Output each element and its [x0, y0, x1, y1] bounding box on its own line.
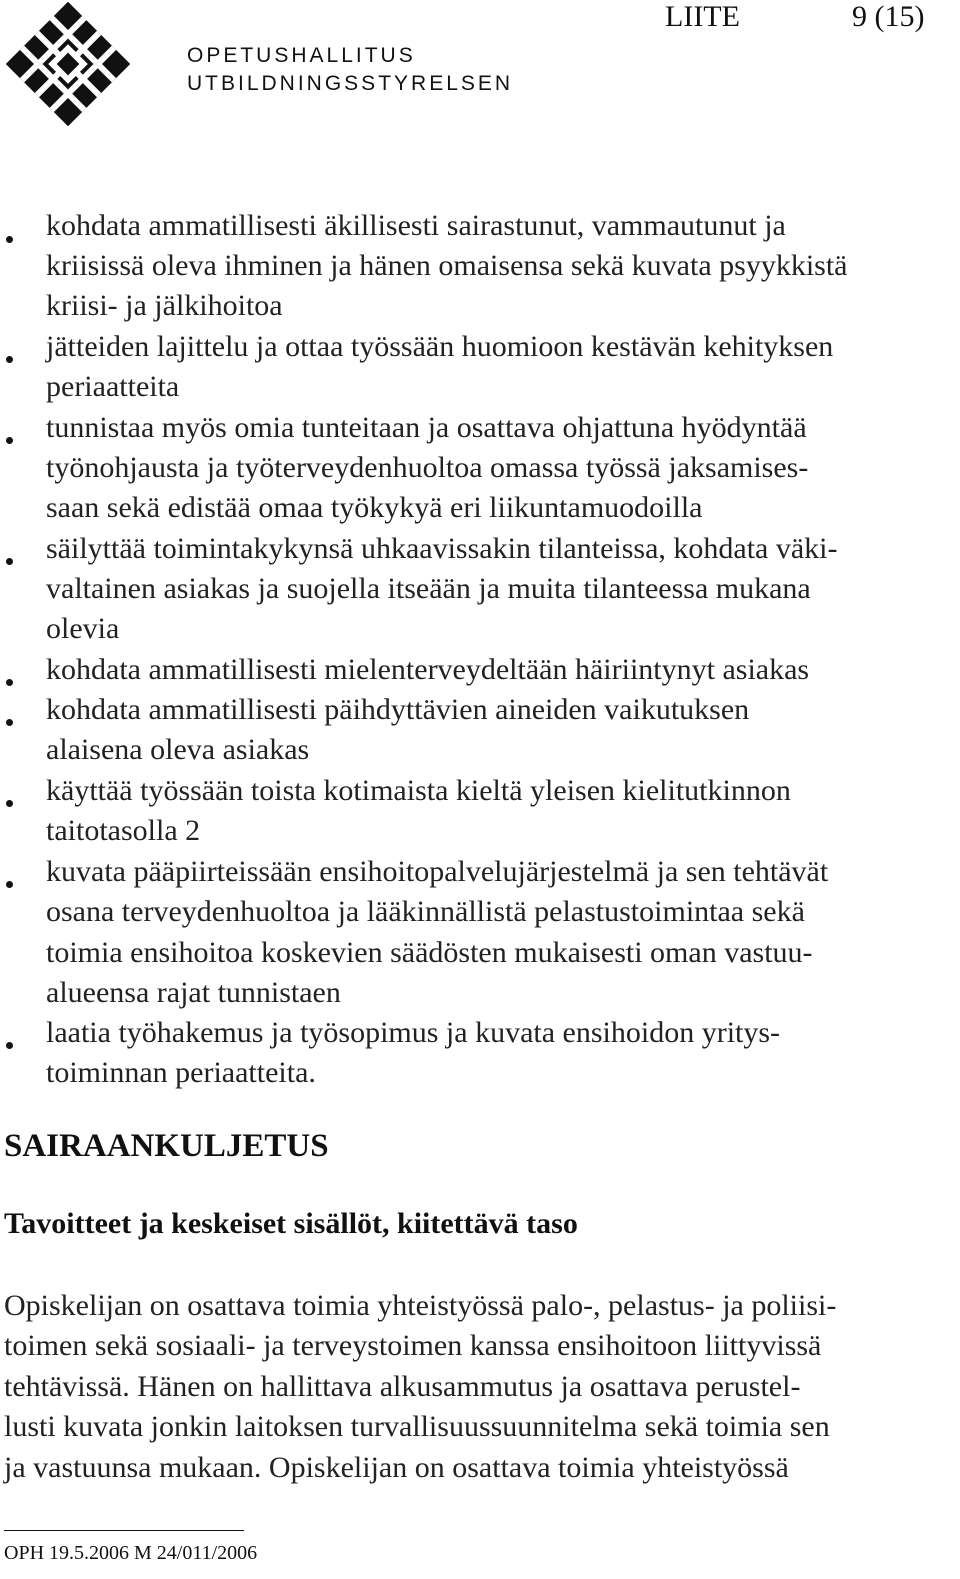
section-subtitle: Tavoitteet ja keskeiset sisällöt, kiitettävä taso: [4, 1207, 578, 1240]
paragraph-line: toimen sekä sosiaali- ja terveystoimen kanssa ensihoitoon liittyvissä: [4, 1329, 822, 1362]
list-item-line: kohdata ammatillisesti päihdyttävien aineiden vaikutuksen: [46, 693, 750, 726]
bullet-icon: [6, 881, 13, 888]
paragraph-line: ja vastuunsa mukaan. Opiskelijan on osattava toimia yhteistyössä: [4, 1451, 789, 1484]
list-item-line: jätteiden lajittelu ja ottaa työssään huomioon kestävän kehityksen: [46, 330, 834, 363]
footer-reference: OPH 19.5.2006 M 24/011/2006: [4, 1542, 258, 1564]
paragraph-line: lusti kuvata jonkin laitoksen turvallisuussuunnitelma sekä toimia sen: [4, 1410, 830, 1443]
list-item-line: laatia työhakemus ja työsopimus ja kuvata ensihoidon yritys-: [46, 1016, 781, 1049]
opetushallitus-logo: [4, 0, 132, 128]
bullet-icon: [6, 679, 13, 686]
bullet-icon: [6, 800, 13, 807]
list-item-line: tunnistaa myös omia tunteitaan ja osattava ohjattuna hyödyntää: [46, 411, 807, 444]
bullet-icon: [6, 356, 13, 363]
list-item-line: taitotasolla 2: [46, 814, 201, 847]
appendix-label: LIITE: [665, 0, 740, 33]
list-item-line: kriisi- ja jälkihoitoa: [46, 289, 283, 322]
list-item-line: valtainen asiakas ja suojella itseään ja muita tilanteessa mukana: [46, 572, 811, 605]
bullet-icon: [6, 437, 13, 444]
paragraph-line: tehtävissä. Hänen on hallittava alkusammutus ja osattava perustel-: [4, 1370, 801, 1403]
list-item-line: säilyttää toimintakykynsä uhkaavissakin tilanteissa, kohdata väki-: [46, 532, 838, 565]
list-item-line: kohdata ammatillisesti mielenterveydeltään häiriintynyt asiakas: [46, 653, 810, 686]
list-item-line: periaatteita: [46, 370, 180, 403]
list-item-line: kohdata ammatillisesti äkillisesti sairastunut, vammautunut ja: [46, 209, 786, 242]
section-title: SAIRAANKULJETUS: [4, 1128, 329, 1164]
bullet-icon: [6, 719, 13, 726]
list-item-line: kriisissä oleva ihminen ja hänen omaisensa sekä kuvata psyykkistä: [46, 249, 848, 282]
list-item-line: työnohjausta ja työterveydenhuoltoa omassa työssä jaksamises-: [46, 451, 809, 484]
page-number: 9 (15): [852, 0, 925, 33]
bullet-icon: [6, 236, 13, 243]
list-item-line: toiminnan periaatteita.: [46, 1056, 316, 1089]
list-item-line: alaisena oleva asiakas: [46, 733, 310, 766]
bullet-icon: [6, 1042, 13, 1049]
organization-name-finnish: OPETUSHALLITUS: [187, 44, 416, 67]
footer-rule: [4, 1530, 244, 1531]
list-item-line: saan sekä edistää omaa työkykyä eri liikuntamuodoilla: [46, 491, 703, 524]
list-item-line: toimia ensihoitoa koskevien säädösten mukaisesti oman vastuu-: [46, 936, 813, 969]
list-item-line: kuvata pääpiirteissään ensihoitopalvelujärjestelmä ja sen tehtävät: [46, 855, 829, 888]
list-item-line: käyttää työssään toista kotimaista kieltä yleisen kielitutkinnon: [46, 774, 791, 807]
list-item-line: alueensa rajat tunnistaen: [46, 976, 341, 1009]
organization-name-swedish: UTBILDNINGSSTYRELSEN: [187, 72, 514, 95]
list-item-line: osana terveydenhuoltoa ja lääkinnällistä pelastustoimintaa sekä: [46, 895, 805, 928]
paragraph-line: Opiskelijan on osattava toimia yhteistyössä palo-, pelastus- ja poliisi-: [4, 1289, 837, 1322]
list-item-line: olevia: [46, 612, 120, 645]
bullet-icon: [6, 558, 13, 565]
